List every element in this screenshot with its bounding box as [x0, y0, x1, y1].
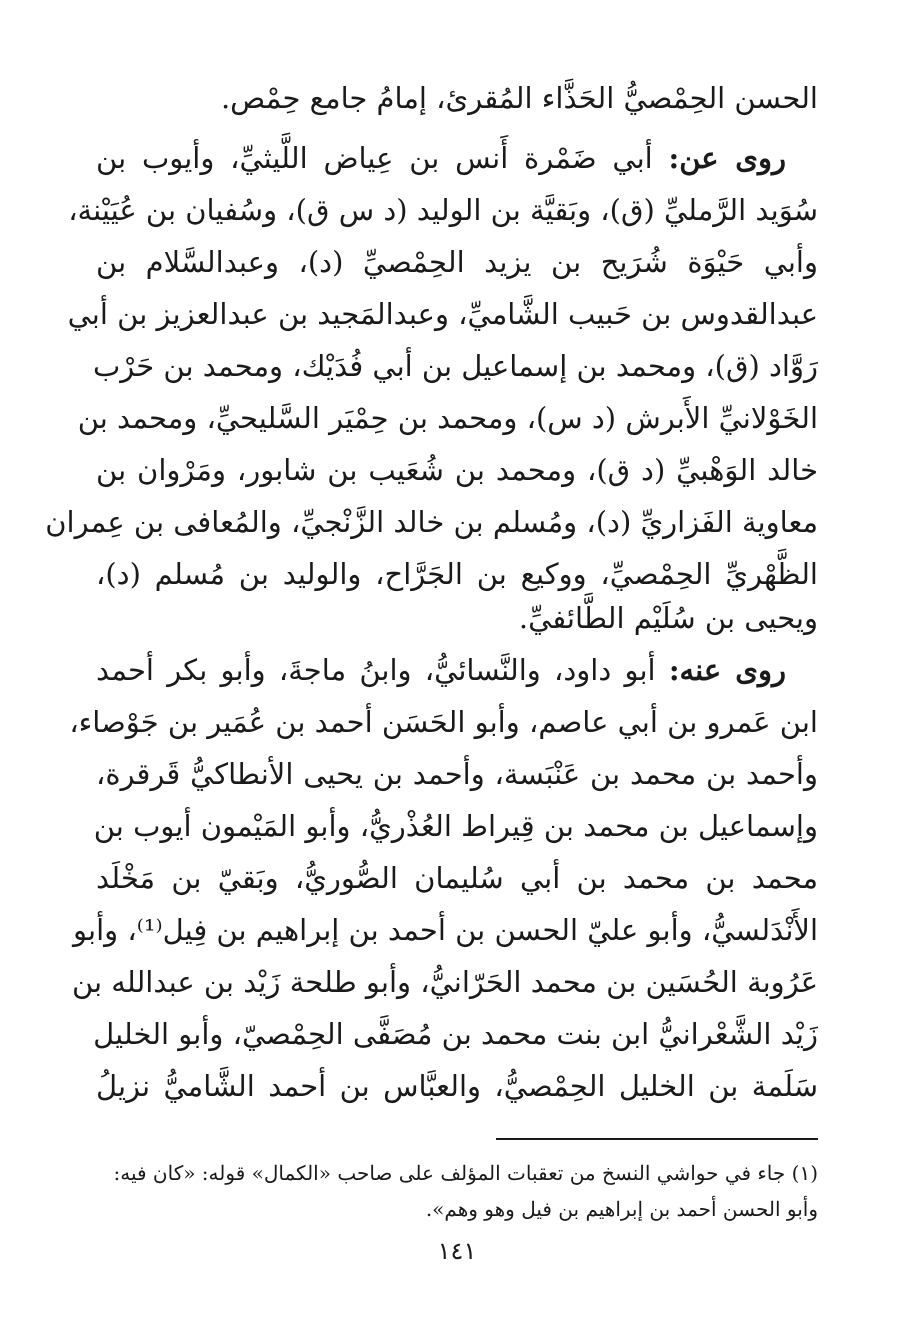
text-line: عبدالقدوس بن حَبيب الشَّاميِّ، وعبدالمَجيد بن عبدالعزيز بن أبي	[67, 297, 818, 331]
text-line: الحسن الحِمْصيُّ الحَذَّاء المُقرئ، إمامُ جامع حِمْص.	[220, 81, 818, 115]
text-line: زَيْد الشَّعْرانيُّ ابن بنت محمد بن مُصَفَّى الحِمْصيّ، وأبو الخليل	[93, 1017, 818, 1051]
text-line	[96, 138, 786, 178]
text-line	[96, 650, 786, 690]
text-line: وأبي حَيْوَة شُرَيح بن يزيد الحِمْصيِّ (د)، وعبدالسَّلام بن	[96, 245, 818, 279]
text-line: ويحيى بن سُلَيْم الطَّائفيِّ.	[518, 601, 818, 635]
text-line: رَوَّاد (ق)، ومحمد بن إسماعيل بن أبي فُدَيْك، ومحمد بن حَرْب	[92, 349, 818, 383]
narrated-from-heading: روى عن:	[668, 141, 786, 175]
text-line: الأَنْدَلسيُّ، وأبو عليّ الحسن بن أحمد بن إبراهيم بن فِيل⁽¹⁾، وأبو	[73, 913, 818, 947]
text-line: خالد الوَهْبيِّ (د ق)، ومحمد بن شُعَيب بن شابور، ومَرْوان بن	[96, 453, 818, 487]
text-line: سَلَمة بن الخليل الحِمْصيُّ، والعبَّاس بن أحمد الشَّاميُّ نزيلُ	[96, 1069, 818, 1103]
text-line: الخَوْلانيِّ الأَبرش (د س)، ومحمد بن حِمْيَر السَّليحيِّ، ومحمد بن	[77, 401, 818, 435]
narrated-by-heading: روى عنه:	[668, 653, 786, 687]
text-span: أبي ضَمْرة أَنس بن عِياض اللَّيثيِّ، وأيوب بن	[96, 141, 669, 175]
text-line: عَرُوبة الحُسَين بن محمد الحَرّانيُّ، وأبو طلحة زَيْد بن عبدالله بن	[71, 965, 818, 999]
footnote-line: وأبو الحسن أحمد بن إبراهيم بن فيل وهو وهم».	[425, 1197, 818, 1221]
text-line: وإسماعيل بن محمد بن قِيراط العُذْريُّ، وأبو المَيْمون أيوب بن	[93, 809, 818, 843]
text-line: محمد بن محمد بن أبي سُليمان الصُّوريُّ، وبَقيّ بن مَخْلَد	[96, 861, 818, 895]
text-line: الظَّهْريِّ الحِمْصيِّ، ووكيع بن الجَرَّاح، والوليد بن مُسلم (د)،	[96, 557, 818, 591]
text-line: سُوَيد الرَّمليِّ (ق)، وبَقيَّة بن الوليد (د س ق)، وسُفيان بن عُيَيْنة،	[68, 193, 818, 227]
text-span: أبو داود، والنَّسائيُّ، وابنُ ماجةَ، وأبو بكر أحمد	[96, 653, 669, 687]
footnote-separator	[496, 1138, 818, 1140]
text-line: ابن عَمرو بن أبي عاصم، وأبو الحَسَن أحمد بن عُمَير بن جَوْصاء،	[69, 705, 818, 739]
page-number: ١٤١	[437, 1237, 477, 1265]
footnote-line: (١) جاء في حواشي النسخ من تعقبات المؤلف على صاحب «الكمال» قوله: «كان فيه:	[113, 1161, 818, 1185]
text-line: معاوية الفَزاريِّ (د)، ومُسلم بن خالد الزَّنْجيِّ، والمُعافى بن عِمران	[45, 505, 818, 539]
text-line: وأحمد بن محمد بن عَنْبَسة، وأحمد بن يحيى الأنطاكيُّ قَرقرة،	[96, 757, 818, 791]
